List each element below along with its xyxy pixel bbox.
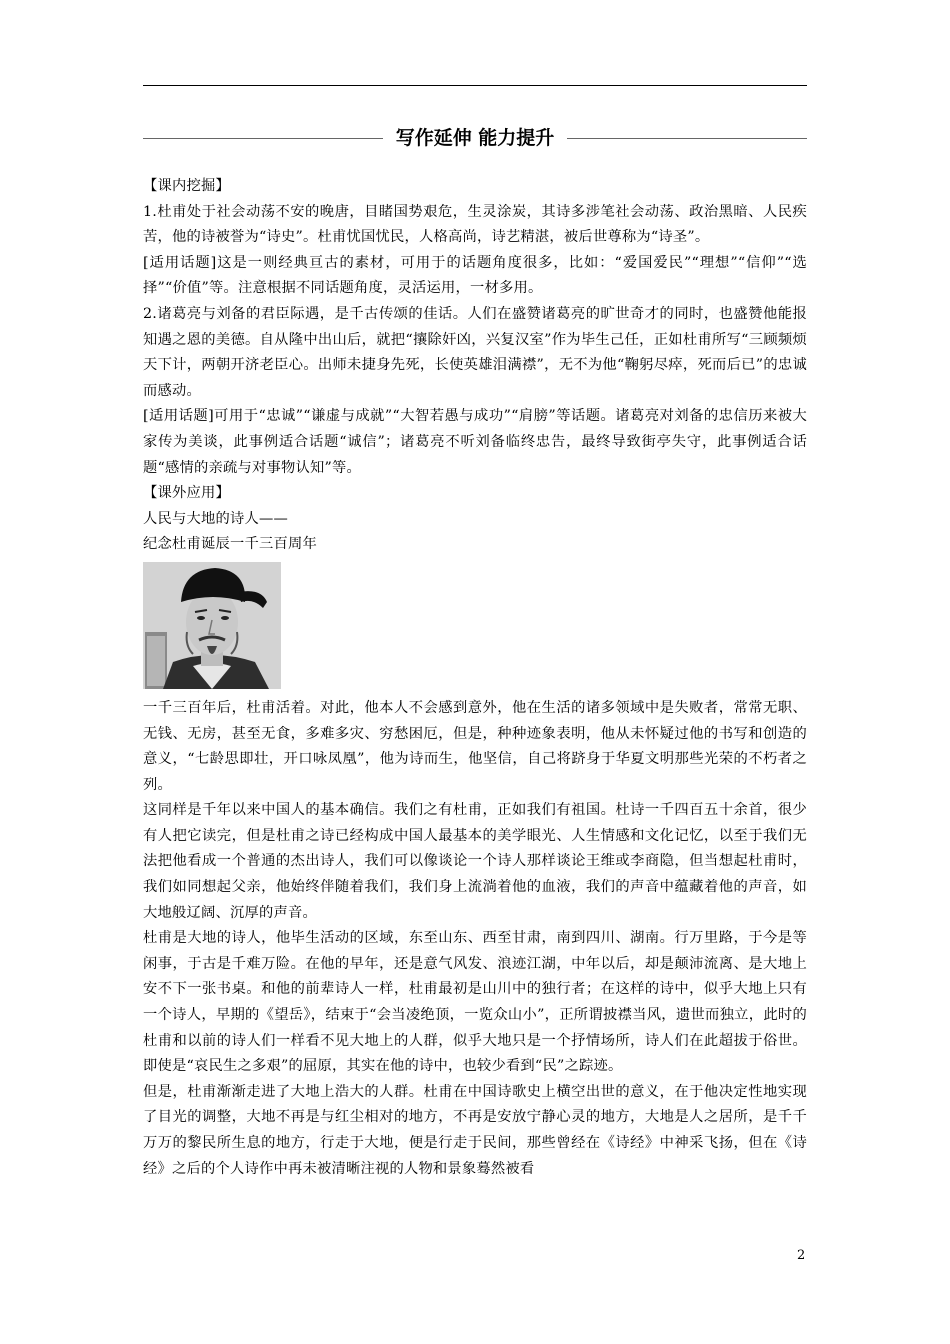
inclass-paragraph-2: [适用话题]这是一则经典亘古的素材，可用于的话题角度很多，比如：“爱国爱民”“理想”“信仰”“选择”“价值”等。注意根据不同话题角度，灵活运用，一材多用。 bbox=[143, 254, 807, 297]
section-title: 写作延伸 能力提升 bbox=[395, 127, 555, 149]
article-paragraph-1: 一千三百年后，杜甫活着。对此，他本人不会感到意外，他在生活的诸多领域中是失败者，常常无职、无钱、无房，甚至无食，多难多灾、穷愁困厄，但是，种种迹象表明，他从未怀疑过他的书写和创造的意义，“七龄思即壮，开口咏凤凰”，他为诗而生，他坚信，自己将跻身于华夏文明那些光荣的不朽者之列。 bbox=[143, 699, 807, 793]
inclass-heading: 【课内挖掘】 bbox=[143, 178, 230, 194]
article-paragraph-2: 这同样是千年以来中国人的基本确信。我们之有杜甫，正如我们有祖国。杜诗一千四百五十余首，很少有人把它读完，但是杜甫之诗已经构成中国人最基本的美学眼光、人生情感和文化记忆，以至于我们无法把他看成一个普通的杰出诗人，我们可以像谈论一个诗人那样谈论王维或李商隐，但当想起杜甫时，我们如同想起父亲，他始终伴随着我们，我们身上流淌着他的血液，我们的声音中蕴藏着他的声音，如大地般辽阔、沉厚的声音。 bbox=[143, 802, 807, 921]
outclass-heading: 【课外应用】 bbox=[143, 485, 230, 502]
document-body bbox=[143, 174, 807, 1182]
inclass-paragraph-4: [适用话题]可用于“忠诚”“谦虚与成就”“大智若愚与成功”“肩膀”等话题。诸葛亮对刘备的忠信历来被大家传为美谈，此事例适合话题“诚信”；诸葛亮不听刘备临终忠告，最终导致街亭失守，此事例适合话题“感情的亲疏与对事物认知”等。 bbox=[143, 408, 807, 476]
article-title-line-1: 人民与大地的诗人—— bbox=[143, 510, 288, 527]
section-heading bbox=[143, 126, 807, 150]
inclass-paragraph-3: 2.诸葛亮与刘备的君臣际遇，是千古传颂的佳话。人们在盛赞诸葛亮的旷世奇才的同时，也盛赞他能报知遇之恩的美德。自从隆中出山后，就把“攘除奸凶，兴复汉室”作为毕生己任，正如杜甫所写“三顾频烦天下计，两朝开济老臣心。出师未捷身先死，长使英雄泪满襟”，无不为他“鞠躬尽瘁，死而后已”的忠诚而感动。 bbox=[143, 305, 807, 399]
article-paragraph-4: 但是，杜甫渐渐走进了大地上浩大的人群。杜甫在中国诗歌史上横空出世的意义，在于他决定性地实现了目光的调整，大地不再是与红尘相对的地方，不再是安放宁静心灵的地方，大地是人之居所，是千千万万的黎民所生息的地方，行走于大地，便是行走于民间，那些曾经在《诗经》中神采飞扬，但在《诗经》之后的个人诗作中再未被清晰注视的人物和景象蓦然被看 bbox=[143, 1083, 807, 1177]
page-number: 2 bbox=[797, 1248, 806, 1263]
article-paragraph-3: 杜甫是大地的诗人，他毕生活动的区域，东至山东、西至甘肃，南到四川、湖南。行万里路，于今是等闲事，于古是千难万险。在他的早年，还是意气风发、浪迹江湖，中年以后，却是颠沛流离、是大地上安不下一张书桌。和他的前辈诗人一样，杜甫最初是山川中的独行者；在这样的诗中，似乎大地上只有一个诗人，早期的《望岳》，结束于“会当凌绝顶，一览众山小”，正所谓披襟当风，遗世而独立，此时的杜甫和以前的诗人们一样看不见大地上的人群，似乎大地只是一个抒情场所，诗人们在此超拔于俗世。即使是“哀民生之多艰”的屈原，其实在他的诗中，也较少看到“民”之踪迹。 bbox=[143, 930, 807, 1075]
header-rule bbox=[143, 85, 807, 86]
inclass-paragraph-1: 1.杜甫处于社会动荡不安的晚唐，目睹国势艰危，生灵涂炭，其诗多涉笔社会动荡、政治黑暗、人民疾苦，他的诗被誉为“诗史”。杜甫忧国忧民，人格高尚，诗艺精湛，被后世尊称为“诗圣”。 bbox=[143, 203, 807, 246]
heading-rule-left bbox=[143, 138, 383, 139]
du-fu-portrait-image bbox=[143, 562, 281, 689]
heading-rule-right bbox=[567, 138, 807, 139]
article-title-line-2: 纪念杜甫诞辰一千三百周年 bbox=[143, 536, 317, 553]
